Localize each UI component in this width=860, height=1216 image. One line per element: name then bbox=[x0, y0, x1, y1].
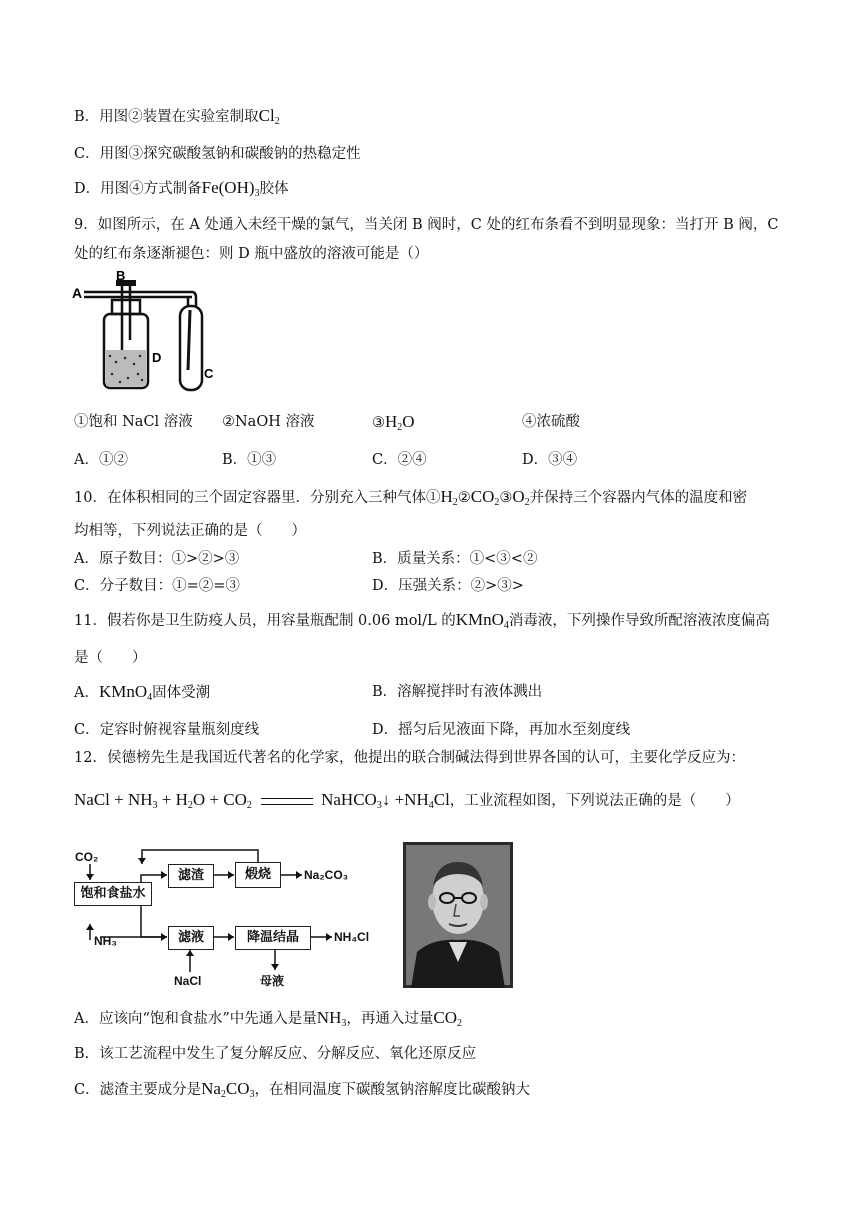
q10-stem-line1: 10．在体积相同的三个固定容器里．分别充入三种气体$①H_2②CO_2③O_2$并保持三个容器内气体的温度和密 bbox=[74, 487, 748, 508]
q10-stem-line2: 均相等，下列说法正确的是（ ） bbox=[74, 523, 306, 539]
residue-box: 滤渣 bbox=[168, 864, 214, 888]
nh3-label: NH₃ bbox=[94, 934, 117, 948]
brine-box: 饱和食盐水 bbox=[74, 882, 152, 906]
label-a: A bbox=[72, 285, 83, 301]
q11-stem-line2: 是（ ） bbox=[74, 650, 147, 666]
q10-option-d: D．压强关系：②>③> bbox=[372, 578, 524, 594]
q12-process-flowchart bbox=[70, 842, 380, 992]
label-d: D bbox=[152, 350, 162, 365]
label-b: B bbox=[116, 270, 126, 283]
na2co3-label: Na₂CO₃ bbox=[304, 868, 349, 882]
q9-choice-4: ④浓硫酸 bbox=[522, 414, 580, 430]
label-c: C bbox=[204, 366, 214, 381]
q12-option-b: B．该工艺流程中发生了复分解反应、分解反应、氧化还原反应 bbox=[74, 1046, 477, 1062]
q8-option-d: D．用图④方式制备$Fe(OH)_3$胶体 bbox=[74, 178, 289, 199]
q12-stem-line1: 12．侯德榜先生是我国近代著名的化学家，他提出的联合制碱法得到世界各国的认可，主要化学反应为： bbox=[74, 750, 745, 766]
q11-stem-line1: 11．假若你是卫生防疫人员，用容量瓶配制 0.06 mol/L 的KMnO$_4$消毒液，下列操作导致所配溶液浓度偏高 bbox=[74, 610, 770, 631]
hou-debang-portrait bbox=[403, 842, 513, 988]
calcine-box: 煅烧 bbox=[235, 862, 281, 888]
q9-option-d: D．③④ bbox=[522, 452, 578, 468]
q9-choice-3: $③H_2O$ bbox=[372, 412, 415, 433]
q10-option-b: B．质量关系：①<③<② bbox=[372, 551, 538, 567]
filtrate-box: 滤液 bbox=[168, 926, 214, 950]
q9-choice-2: ②NaOH 溶液 bbox=[222, 414, 315, 430]
q10-option-c: C．分子数目：①=②=③ bbox=[74, 578, 240, 594]
q12-equation-line: NaCl + $NH_3 + H_2O + CO_2$ NaHCO$_3$↓ $+NH_4Cl$，工业流程如图，下列说法正确的是（ ） bbox=[74, 790, 740, 811]
nh4cl-label: NH₄Cl bbox=[334, 930, 370, 944]
q11-option-a: A．KMnO$_4$固体受潮 bbox=[74, 682, 211, 703]
q9-choice-1: ①饱和 NaCl 溶液 bbox=[74, 414, 193, 430]
q12-option-c: C．滤渣主要成分是$Na_2CO_3$，在相同温度下碳酸氢钠溶解度比碳酸钠大 bbox=[74, 1079, 531, 1100]
q11-option-b: B．溶解搅拌时有液体溅出 bbox=[372, 684, 543, 700]
mother-liquor-label: 母液 bbox=[260, 974, 285, 988]
q8-option-b: B．用图②装置在实验室制取$Cl_2$ bbox=[74, 106, 280, 127]
q9-option-a: A．①② bbox=[74, 452, 128, 468]
q9-option-c: C．②④ bbox=[372, 452, 427, 468]
equation-double-bar bbox=[261, 798, 313, 805]
q9-option-b: B．①③ bbox=[222, 452, 277, 468]
nacl-label: NaCl bbox=[174, 974, 202, 988]
q9-apparatus-figure bbox=[70, 270, 220, 398]
cool-crystallize-box: 降温结晶 bbox=[235, 926, 311, 950]
co2-label: CO₂ bbox=[75, 850, 99, 864]
q10-option-a: A．原子数目：①>②>③ bbox=[74, 551, 240, 567]
q12-option-a: A．应该向“饱和食盐水”中先通入是量$NH_3$，再通入过量$CO_2$ bbox=[74, 1008, 462, 1029]
q8-option-c: C．用图③探究碳酸氢钠和碳酸钠的热稳定性 bbox=[74, 146, 361, 162]
q11-option-c: C．定容时俯视容量瓶刻度线 bbox=[74, 722, 260, 738]
q9-stem-line1: 9．如图所示，在 A 处通入未经干燥的氯气，当关闭 B 阀时，C 处的红布条看不到明显现象：当打开 B 阀，C bbox=[74, 217, 779, 233]
q11-option-d: D．摇匀后见液面下降，再加水至刻度线 bbox=[372, 722, 631, 738]
q9-stem-line2: 处的红布条逐渐褪色：则 D 瓶中盛放的溶液可能是（） bbox=[74, 246, 429, 262]
